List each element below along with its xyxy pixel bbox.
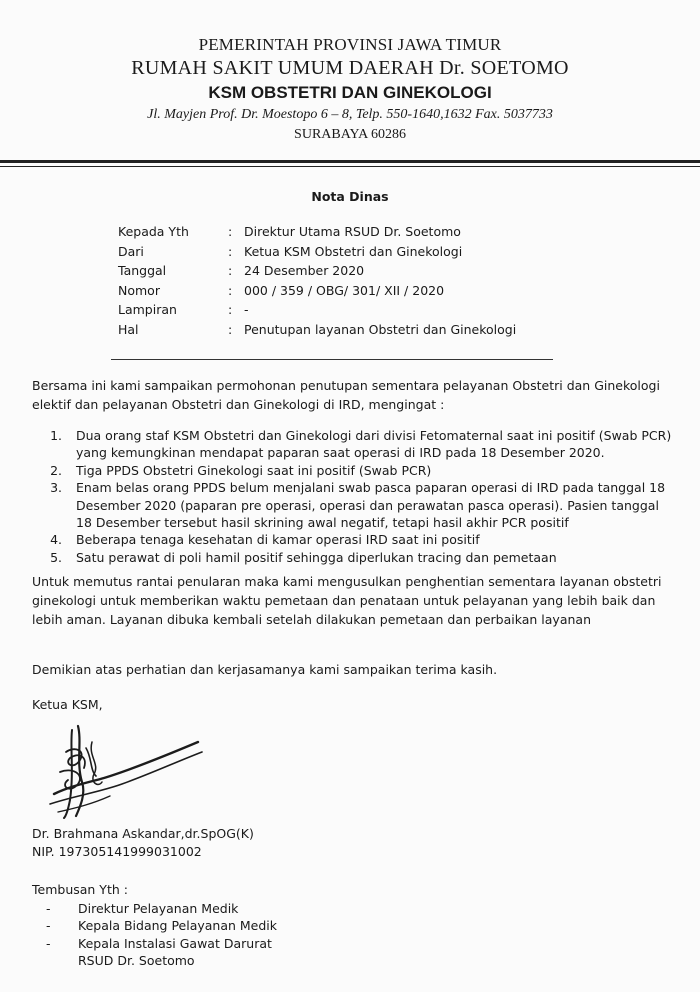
meta-colon: : xyxy=(228,302,233,318)
letterhead-divider-thin xyxy=(0,166,700,167)
cc-item-text: Kepala Instalasi Gawat Darurat xyxy=(78,935,272,951)
cc-dash: - xyxy=(46,935,51,951)
meta-label: Hal xyxy=(118,321,139,337)
meta-row xyxy=(118,320,516,340)
cc-item-text: Direktur Pelayanan Medik xyxy=(78,901,239,916)
meta-colon: : xyxy=(228,321,233,337)
meta-label: Dari xyxy=(118,243,144,259)
reason-list xyxy=(32,427,682,566)
list-item xyxy=(32,462,682,479)
meta-row xyxy=(118,300,516,320)
meta-row xyxy=(118,222,516,242)
meta-label: Tanggal xyxy=(118,263,167,279)
list-item xyxy=(32,531,682,548)
meta-label: Nomor xyxy=(118,282,160,298)
meta-colon: : xyxy=(228,243,233,259)
letterhead-divider-thick xyxy=(0,160,700,163)
letterhead-hospital: RUMAH SAKIT UMUM DAERAH Dr. SOETOMO xyxy=(131,57,569,79)
meta-divider xyxy=(111,359,553,360)
list-text: Tiga PPDS Obstetri Ginekologi saat ini positif (Swab PCR) xyxy=(76,462,432,478)
signer-name: Dr. Brahmana Askandar,dr.SpOG(K) xyxy=(32,826,254,841)
meta-label: Kepada Yth xyxy=(118,224,189,239)
meta-row xyxy=(118,261,516,281)
cc-item xyxy=(46,900,277,917)
cc-item-text: Kepala Bidang Pelayanan Medik xyxy=(78,918,278,934)
cc-item xyxy=(46,935,277,952)
letterhead-city: SURABAYA 60286 xyxy=(294,127,406,142)
list-number: 5. xyxy=(50,549,62,565)
list-number: 2. xyxy=(50,462,62,478)
cc-block xyxy=(32,880,277,970)
cc-title: Tembusan Yth : xyxy=(32,882,128,897)
meta-value: Penutupan layanan Obstetri dan Ginekologi xyxy=(244,321,517,337)
letterhead xyxy=(0,34,700,144)
meta-value: 24 Desember 2020 xyxy=(244,263,365,279)
letterhead-government: PEMERINTAH PROVINSI JAWA TIMUR xyxy=(198,35,502,54)
signer-title: Ketua KSM, xyxy=(32,697,103,712)
meta-row xyxy=(118,281,516,301)
list-item xyxy=(32,549,682,566)
cc-item xyxy=(46,952,277,969)
list-number: 1. xyxy=(50,428,62,443)
closing-paragraph: Demikian atas perhatian dan kerjasamanya kami sampaikan terima kasih. xyxy=(32,662,498,677)
intro-paragraph: Bersama ini kami sampaikan permohonan penutupan sementara pelayanan Obstetri dan Ginekologi elektif dan pelayanan Obstetri dan Ginekologi di IRD, mengingat : xyxy=(32,378,660,412)
memo-meta xyxy=(118,222,516,340)
document-title: Nota Dinas xyxy=(311,189,389,204)
list-number: 3. xyxy=(50,480,62,496)
meta-value: Direktur Utama RSUD Dr. Soetomo xyxy=(244,224,461,239)
list-text: Dua orang staf KSM Obstetri dan Ginekologi dari divisi Fetomaternal saat ini positif (Swab PCR) yang kemungkinan mendapat paparan saat operasi di IRD pada 18 Desember 2020. xyxy=(76,428,672,461)
meta-value: Ketua KSM Obstetri dan Ginekologi xyxy=(244,243,463,259)
list-item xyxy=(32,479,682,531)
cc-dash: - xyxy=(46,901,51,916)
meta-colon: : xyxy=(228,263,233,279)
cc-dash-blank xyxy=(46,952,78,969)
meta-colon: : xyxy=(228,224,233,239)
list-item xyxy=(32,427,682,462)
list-text: Satu perawat di poli hamil positif sehingga diperlukan tracing dan pemetaan xyxy=(76,549,557,565)
cc-dash: - xyxy=(46,918,51,934)
cc-item xyxy=(46,917,277,934)
proposal-paragraph: Untuk memutus rantai penularan maka kami mengusulkan penghentian sementara layanan obstetri ginekologi untuk memberikan waktu pemetaan dan penataan untuk pelayanan yang lebih baik dan lebih aman. Layanan dibuka kembali setelah dilakukan pemetaan dan perbaikan layanan xyxy=(32,574,662,627)
list-text: Enam belas orang PPDS belum menjalani swab pasca paparan operasi di IRD pada tanggal 18 Desember 2020 (paparan pre operasi, operasi dan perawatan pasca operasi). Pasien tanggal 18 Desember tersebut hasil skrining awal negatif, tetapi hasil akhir PCR positif xyxy=(76,480,666,531)
signer-block xyxy=(32,825,254,861)
letterhead-address: Jl. Mayjen Prof. Dr. Moestopo 6 – 8, Telp. 550-1640,1632 Fax. 5037733 xyxy=(147,107,553,122)
cc-list xyxy=(46,900,277,970)
meta-colon: : xyxy=(228,282,233,298)
list-text: Beberapa tenaga kesehatan di kamar operasi IRD saat ini positif xyxy=(76,532,480,548)
meta-row xyxy=(118,242,516,262)
list-number: 4. xyxy=(50,532,62,548)
signature-image xyxy=(30,712,220,822)
cc-item-text: RSUD Dr. Soetomo xyxy=(78,953,195,969)
meta-value: 000 / 359 / OBG/ 301/ XII / 2020 xyxy=(244,282,445,298)
meta-label: Lampiran xyxy=(118,302,177,318)
meta-value: - xyxy=(244,302,249,318)
letterhead-department: KSM OBSTETRI DAN GINEKOLOGI xyxy=(208,83,492,102)
signer-nip: NIP. 197305141999031002 xyxy=(32,844,202,859)
